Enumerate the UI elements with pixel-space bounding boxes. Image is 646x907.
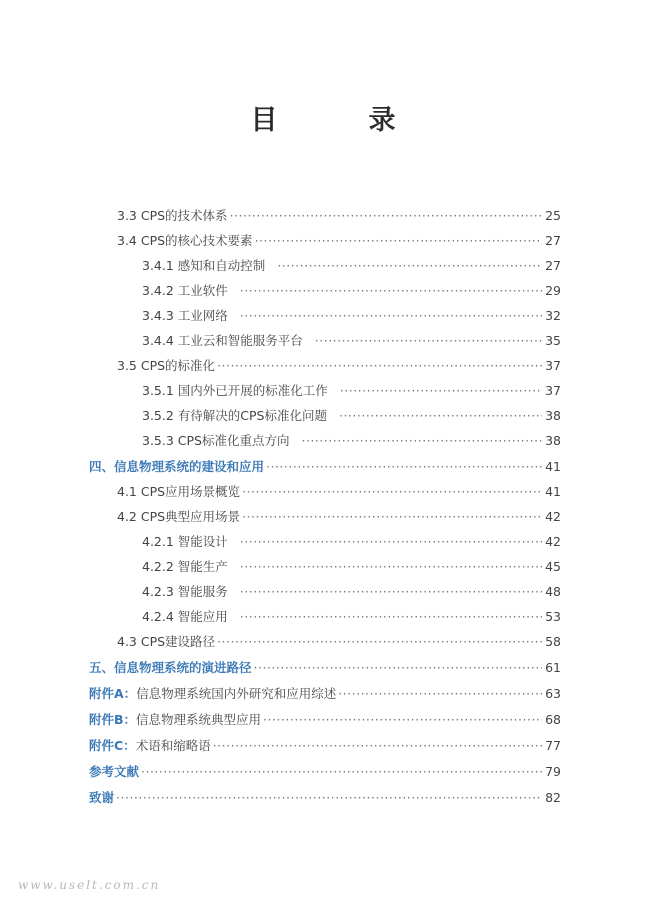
dot-leader [230, 206, 542, 226]
dot-leader [240, 607, 542, 627]
toc-page-number: 41 [545, 484, 561, 499]
dot-leader [255, 231, 542, 251]
toc-entry-label: 3.4.1 感知和自动控制 [142, 258, 266, 273]
toc-page-number: 38 [545, 433, 561, 448]
toc-page-number: 79 [545, 764, 561, 779]
toc-chapter-entry[interactable] [89, 788, 561, 808]
toc-page-number: 68 [545, 712, 561, 727]
toc-page-number: 77 [545, 738, 561, 753]
dot-leader [301, 431, 542, 451]
toc-entry-label: 附件C： [89, 738, 136, 753]
toc-page-number: 27 [545, 233, 561, 248]
toc-appendix-entry[interactable] [89, 710, 561, 730]
dot-leader [340, 381, 542, 401]
toc-entry[interactable] [142, 532, 561, 552]
toc-entry[interactable] [117, 356, 561, 376]
toc-entry-label: 3.5.3 CPS标准化重点方向 [142, 433, 290, 448]
toc-entry[interactable] [142, 406, 561, 426]
toc-entry-subtitle: 术语和缩略语 [135, 738, 211, 753]
toc-entry-label: 4.2 CPS典型应用场景 [117, 509, 241, 524]
toc-page-number: 29 [545, 283, 561, 298]
dot-leader [266, 457, 542, 477]
toc-chapter-entry[interactable] [89, 658, 561, 678]
dot-leader [242, 482, 542, 502]
toc-page-number: 58 [545, 634, 561, 649]
toc-page-number: 63 [545, 686, 561, 701]
toc-entry[interactable] [142, 431, 561, 451]
dot-leader [338, 684, 542, 704]
toc-entry[interactable] [117, 482, 561, 502]
dot-leader [240, 532, 542, 552]
toc-entry[interactable] [117, 632, 561, 652]
toc-appendix-entry[interactable] [89, 736, 561, 756]
toc-entry-label: 3.4 CPS的核心技术要素 [117, 233, 253, 248]
toc-entry-label: 4.1 CPS应用场景概览 [117, 484, 241, 499]
toc-appendix-entry[interactable] [89, 684, 561, 704]
toc-entry[interactable] [142, 557, 561, 577]
toc-page-number: 61 [545, 660, 561, 675]
dot-leader [315, 331, 542, 351]
page-title: 目 录 [250, 105, 428, 136]
toc-entry-subtitle: 信息物理系统典型应用 [136, 712, 262, 727]
dot-leader [213, 736, 542, 756]
toc-page-number: 53 [545, 609, 561, 624]
toc-entry-label: 参考文献 [89, 764, 140, 779]
toc-entry-label: 3.5 CPS的标准化 [117, 358, 216, 373]
toc-entry[interactable] [142, 607, 561, 627]
toc-entry-label: 4.2.2 智能生产 [142, 559, 228, 574]
toc-page-number: 41 [545, 459, 561, 474]
dot-leader [240, 281, 542, 301]
toc-entry-label: 4.2.3 智能服务 [142, 584, 228, 599]
toc-entry-label: 4.2.1 智能设计 [142, 534, 228, 549]
dot-leader [242, 507, 542, 527]
toc-entry[interactable] [117, 206, 561, 226]
toc-page-number: 42 [545, 509, 561, 524]
toc-entry-label: 3.4.2 工业软件 [142, 283, 228, 298]
toc-entry-label: 四、信息物理系统的建设和应用 [89, 459, 265, 474]
toc-page-number: 48 [545, 584, 561, 599]
toc-entry-label: 五、信息物理系统的演进路径 [89, 660, 252, 675]
dot-leader [277, 256, 542, 276]
toc-entry-label: 致谢 [89, 790, 115, 805]
dot-leader [263, 710, 542, 730]
toc-page-number: 32 [545, 308, 561, 323]
dot-leader [240, 306, 542, 326]
dot-leader [217, 356, 542, 376]
toc-page-number: 35 [545, 333, 561, 348]
toc-entry-label: 3.5.1 国内外已开展的标准化工作 [142, 383, 328, 398]
toc-entry-label: 3.4.3 工业网络 [142, 308, 228, 323]
toc-entry[interactable] [142, 582, 561, 602]
toc-entry[interactable] [142, 306, 561, 326]
dot-leader [240, 582, 542, 602]
toc-entry[interactable] [142, 281, 561, 301]
toc-entry-label: 3.5.2 有待解决的CPS标准化问题 [142, 408, 327, 423]
toc-entry-label: 4.2.4 智能应用 [142, 609, 228, 624]
toc-entry[interactable] [142, 381, 561, 401]
toc-page-number: 25 [545, 208, 561, 223]
toc-page-number: 27 [545, 258, 561, 273]
dot-leader [339, 406, 542, 426]
toc-page-number: 37 [545, 383, 561, 398]
toc-page-number: 38 [545, 408, 561, 423]
toc-entry[interactable] [117, 507, 561, 527]
toc-entry-label: 3.3 CPS的技术体系 [117, 208, 228, 223]
dot-leader [116, 788, 542, 808]
toc-entry[interactable] [142, 331, 561, 351]
dot-leader [217, 632, 542, 652]
toc-chapter-entry[interactable] [89, 457, 561, 477]
toc-page-number: 82 [545, 790, 561, 805]
toc-entry-label: 附件A： [89, 686, 137, 701]
toc-entry[interactable] [117, 231, 561, 251]
toc-page-number: 45 [545, 559, 561, 574]
toc-entry-subtitle: 信息物理系统国内外研究和应用综述 [136, 686, 337, 701]
toc-chapter-entry[interactable] [89, 762, 561, 782]
toc-page-number: 42 [545, 534, 561, 549]
toc-entry-label: 3.4.4 工业云和智能服务平台 [142, 333, 303, 348]
dot-leader [141, 762, 542, 782]
toc-entry[interactable] [142, 256, 561, 276]
toc-entry-label: 附件B： [89, 712, 137, 727]
watermark: www.uselt.com.cn [18, 878, 161, 892]
toc-page-number: 37 [545, 358, 561, 373]
dot-leader [240, 557, 542, 577]
dot-leader [254, 658, 542, 678]
toc-entry-label: 4.3 CPS建设路径 [117, 634, 216, 649]
